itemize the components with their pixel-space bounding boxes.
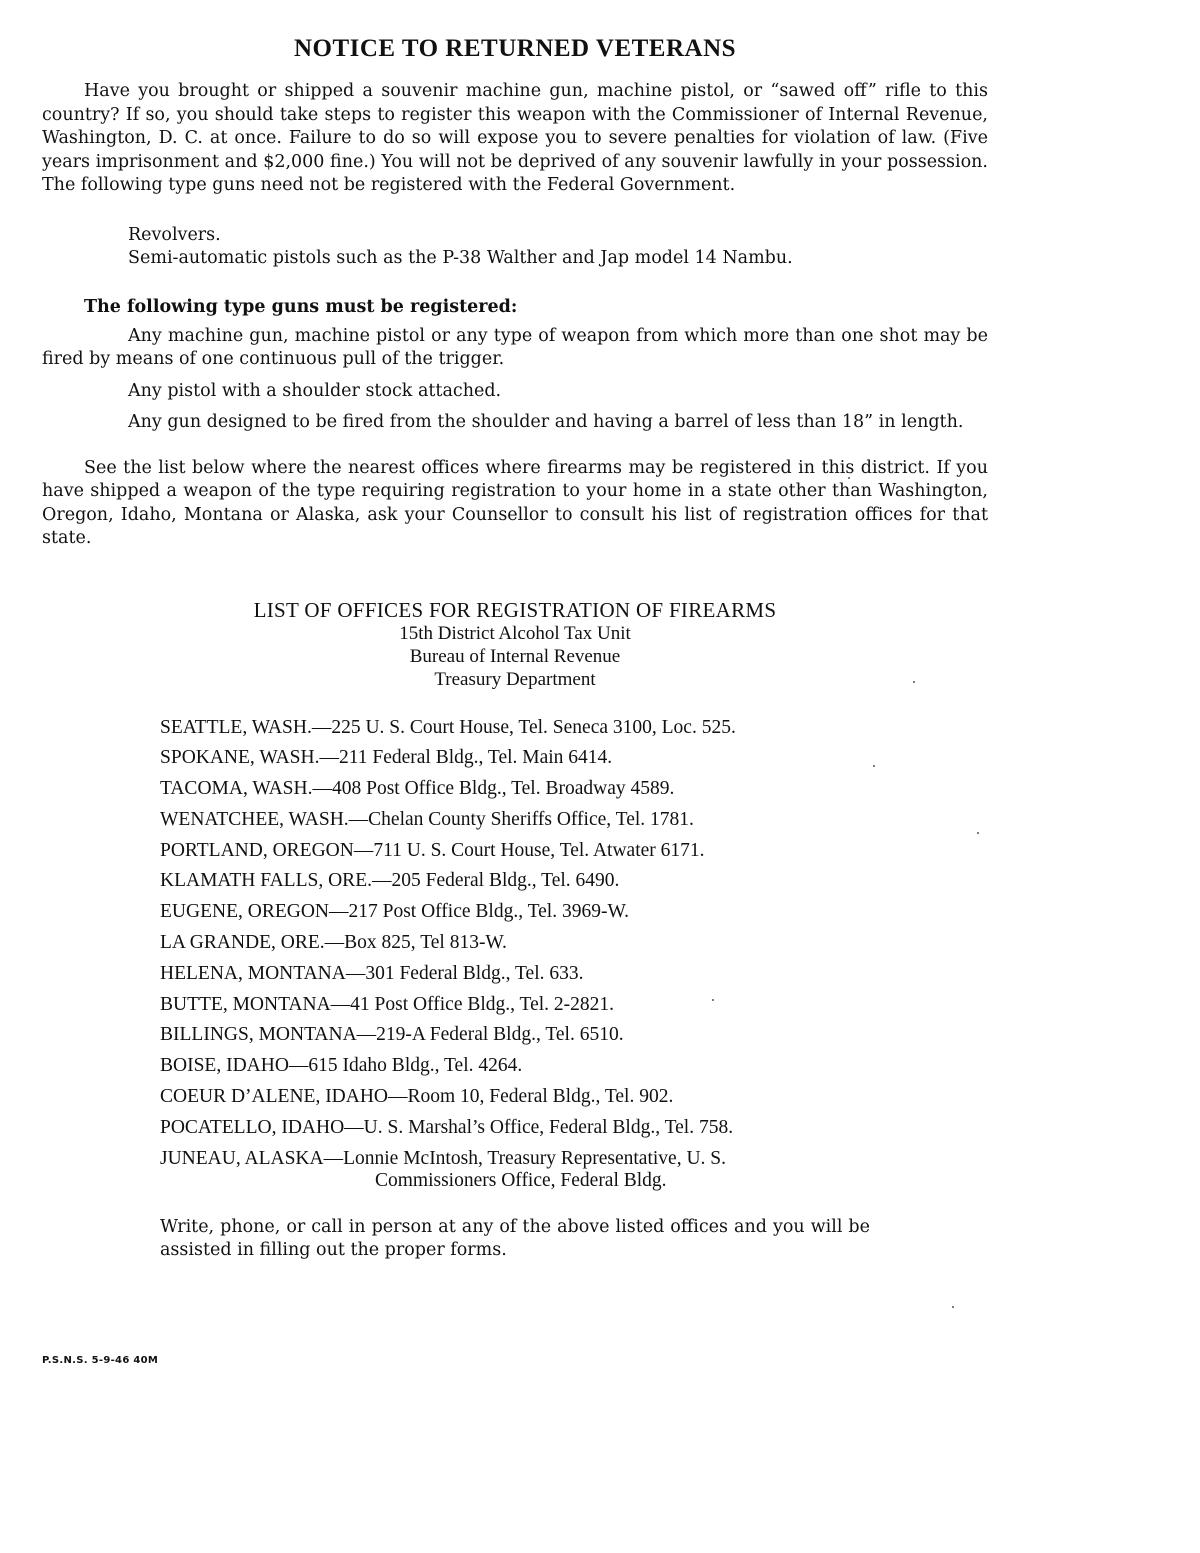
scan-speck — [952, 1306, 954, 1308]
office-entry: POCATELLO, IDAHO—U. S. Marshal’s Office, Federal Bldg., Tel. 758. — [160, 1116, 734, 1138]
office-list-subtitle: Treasury Department — [434, 668, 596, 690]
scan-speck — [977, 832, 979, 834]
scan-speck — [873, 765, 875, 767]
closing-paragraph: Write, phone, or call in person at any of the above listed offices and you will be assisted in filling out the proper forms. — [160, 1216, 870, 1261]
must-register-item: Any pistol with a shoulder stock attached. — [128, 380, 502, 401]
must-register-item: Any machine gun, machine pistol or any type of weapon from which more than one shot may be fired by means of one continuous pull of the trigger. — [42, 325, 988, 369]
notice-title: NOTICE TO RETURNED VETERANS — [293, 35, 737, 62]
office-entry: PORTLAND, OREGON—711 U. S. Court House, Tel. Atwater 6171. — [160, 839, 705, 861]
office-list-title: LIST OF OFFICES FOR REGISTRATION OF FIREARMS — [253, 597, 777, 622]
office-list-header — [42, 599, 988, 691]
office-entry: BOISE, IDAHO—615 Idaho Bldg., Tel. 4264. — [160, 1055, 523, 1077]
office-entry: TACOMA, WASH.—408 Post Office Bldg., Tel. Broadway 4589. — [160, 778, 675, 800]
office-entry: LA GRANDE, ORE.—Box 825, Tel 813-W. — [160, 932, 507, 954]
scan-speck — [913, 681, 915, 683]
form-code: P.S.N.S. 5-9-46 40M — [42, 1355, 159, 1366]
office-list — [160, 713, 870, 1192]
office-entry-line: JUNEAU, ALASKA—Lonnie McIntosh, Treasury Representative, U. S. — [160, 1147, 726, 1169]
office-entry-juneau — [160, 1148, 870, 1192]
scan-speck — [712, 999, 714, 1001]
office-entry: BUTTE, MONTANA—41 Post Office Bldg., Tel. 2-2821. — [160, 993, 615, 1015]
intro-paragraph: Have you brought or shipped a souvenir machine gun, machine pistol, or “sawed off” rifle to this country? If so, you should take steps to register this weapon with the Commissioner of Internal Revenue, Washington, D. C. at once. Failure to do so will expose you to severe penalties for violation of law. (Five years imprisonment and $2,000 fine.) You will not be deprived of any souvenir lawfully in your possession. The following type guns need not be registered with the Federal Government. — [42, 81, 988, 195]
office-entry: SPOKANE, WASH.—211 Federal Bldg., Tel. Main 6414. — [160, 747, 613, 769]
must-register-item: Any gun designed to be fired from the shoulder and having a barrel of less than 18” in length. — [128, 412, 964, 432]
scan-speck — [848, 477, 850, 479]
exempt-item: Revolvers. — [128, 224, 221, 245]
office-list-subtitle: 15th District Alcohol Tax Unit — [399, 622, 631, 644]
exempt-gun-list — [128, 224, 988, 271]
office-entry: HELENA, MONTANA—301 Federal Bldg., Tel. 633. — [160, 962, 584, 984]
see-list-paragraph: See the list below where the nearest offices where firearms may be registered in this district. If you have shipped a weapon of the type requiring registration to your home in a state other than Washington, Oregon, Idaho, Montana or Alaska, ask your Counsellor to consult his list of registration offices for that state. — [42, 457, 988, 548]
office-entry: WENATCHEE, WASH.—Chelan County Sheriffs Office, Tel. 1781. — [160, 808, 694, 830]
must-register-heading: The following type guns must be registered: — [84, 296, 518, 317]
office-entry: EUGENE, OREGON—217 Post Office Bldg., Tel. 3969-W. — [160, 901, 629, 923]
office-entry: BILLINGS, MONTANA—219-A Federal Bldg., Tel. 6510. — [160, 1024, 624, 1046]
office-entry: KLAMATH FALLS, ORE.—205 Federal Bldg., Tel. 6490. — [160, 870, 620, 892]
notice-document — [42, 34, 988, 1263]
office-entry: SEATTLE, WASH.—225 U. S. Court House, Tel. Seneca 3100, Loc. 525. — [160, 716, 736, 738]
exempt-item: Semi-automatic pistols such as the P-38 Walther and Jap model 14 Nambu. — [128, 248, 793, 268]
office-list-subtitle: Bureau of Internal Revenue — [409, 645, 621, 667]
office-entry-continuation: Commissioners Office, Federal Bldg. — [375, 1169, 667, 1191]
office-entry: COEUR D’ALENE, IDAHO—Room 10, Federal Bldg., Tel. 902. — [160, 1086, 674, 1108]
